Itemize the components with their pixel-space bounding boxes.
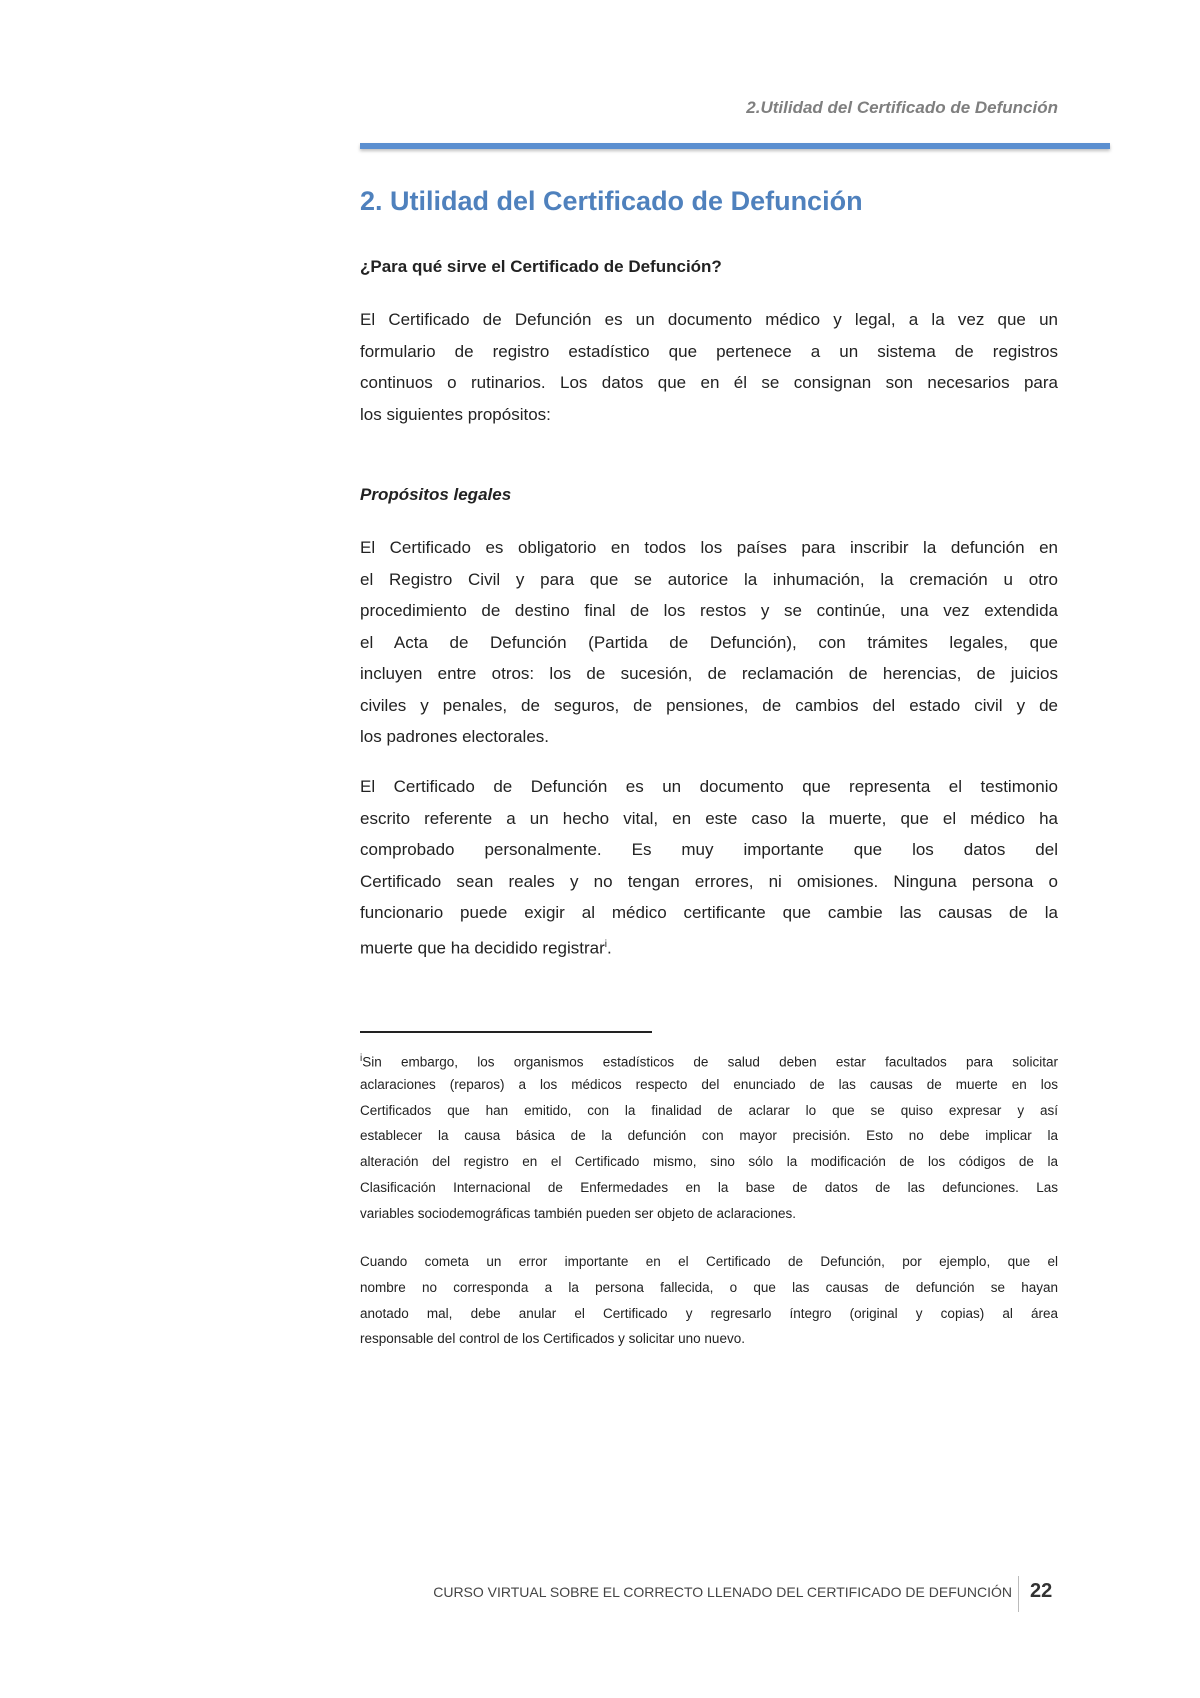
text-line: incluyen entre otros: los de sucesión, de reclamación de herencias, de juicios [360, 664, 1058, 683]
text-line: el Acta de Defunción (Partida de Defunción), con trámites legales, que [360, 632, 1058, 652]
header-rule [360, 143, 1110, 149]
section-title: 2. Utilidad del Certificado de Defunción [360, 186, 863, 216]
paragraph-legal [360, 532, 1058, 753]
text-line: aclaraciones (reparos) a los médicos respecto del enunciado de las causas de muerte en los [360, 1076, 1058, 1092]
text-line: civiles y penales, de seguros, de pensiones, de cambios del estado civil y de [360, 695, 1058, 715]
subheading-legal-purposes: Propósitos legales [360, 485, 512, 504]
text-fragment: muerte que ha decidido registrar [360, 938, 605, 958]
text-line: comprobado personalmente. Es muy importante que los datos del [360, 840, 1058, 859]
text-line [360, 929, 1058, 961]
text-line: anotado mal, debe anular el Certificado y regresarlo íntegro (original y copias) al área [360, 1305, 1058, 1321]
text-line: funcionario puede exigir al médico certificante que cambie las causas de la [360, 903, 1058, 922]
paragraph-intro [360, 304, 1058, 430]
text-line: Clasificación Internacional de Enfermedades en la base de datos de las defunciones. Las [360, 1179, 1058, 1195]
text-line: El Certificado de Defunción es un documento médico y legal, a la vez que un [360, 310, 1058, 329]
text-line: establecer la causa básica de la defunción con mayor precisión. Esto no debe implicar la [360, 1128, 1058, 1144]
text-line: continuos o rutinarios. Los datos que en él se consignan son necesarios para [360, 373, 1058, 392]
text-line: Cuando cometa un error importante en el Certificado de Defunción, por ejemplo, que el [360, 1254, 1058, 1269]
text-line: responsable del control de los Certificados y solicitar uno nuevo. [360, 1331, 745, 1347]
footer-course-title: CURSO VIRTUAL SOBRE EL CORRECTO LLENADO DEL CERTIFICADO DE DEFUNCIÓN [433, 1584, 1012, 1600]
text-line: nombre no corresponda a la persona fallecida, o que las causas de defunción se hayan [360, 1279, 1058, 1295]
subheading-question: ¿Para qué sirve el Certificado de Defunción? [360, 257, 722, 276]
footnote-reference[interactable]: i [604, 938, 607, 950]
text-line: El Certificado es obligatorio en todos los países para inscribir la defunción en [360, 538, 1058, 557]
text-line: procedimiento de destino final de los restos y se continúe, una vez extendida [360, 601, 1058, 620]
footnote-2 [360, 1249, 1058, 1352]
text-line: El Certificado de Defunción es un documento que representa el testimonio [360, 777, 1058, 796]
text-fragment: . [606, 938, 612, 958]
footer-separator [1018, 1576, 1019, 1612]
text-line: los padrones electorales. [360, 727, 550, 746]
footnote-mark: i [360, 1053, 363, 1064]
text-fragment: Sin embargo, los organismos estadísticos de salud deben estar facultados para solicitar [362, 1054, 1058, 1070]
text-line: escrito referente a un hecho vital, en este caso la muerte, que el médico ha [360, 808, 1058, 828]
paragraph-testimony [360, 771, 1058, 960]
footnote-1 [360, 1046, 1058, 1227]
page-number: 22 [1030, 1580, 1053, 1602]
text-line: Certificado sean reales y no tengan errores, ni omisiones. Ninguna persona o [360, 871, 1058, 891]
text-line: variables sociodemográficas también pueden ser objeto de aclaraciones. [360, 1205, 797, 1221]
text-line: formulario de registro estadístico que pertenece a un sistema de registros [360, 341, 1058, 361]
text-line: Certificados que han emitido, con la finalidad de aclarar lo que se quiso expresar y así [360, 1102, 1058, 1118]
text-line [360, 1046, 1058, 1072]
footnote-separator [360, 1031, 652, 1033]
running-header: 2.Utilidad del Certificado de Defunción [746, 98, 1058, 117]
text-line: alteración del registro en el Certificado mismo, sino sólo la modificación de los códigos de la [360, 1154, 1058, 1170]
text-line: el Registro Civil y para que se autorice la inhumación, la cremación u otro [360, 569, 1058, 589]
text-line: los siguientes propósitos: [360, 404, 551, 424]
